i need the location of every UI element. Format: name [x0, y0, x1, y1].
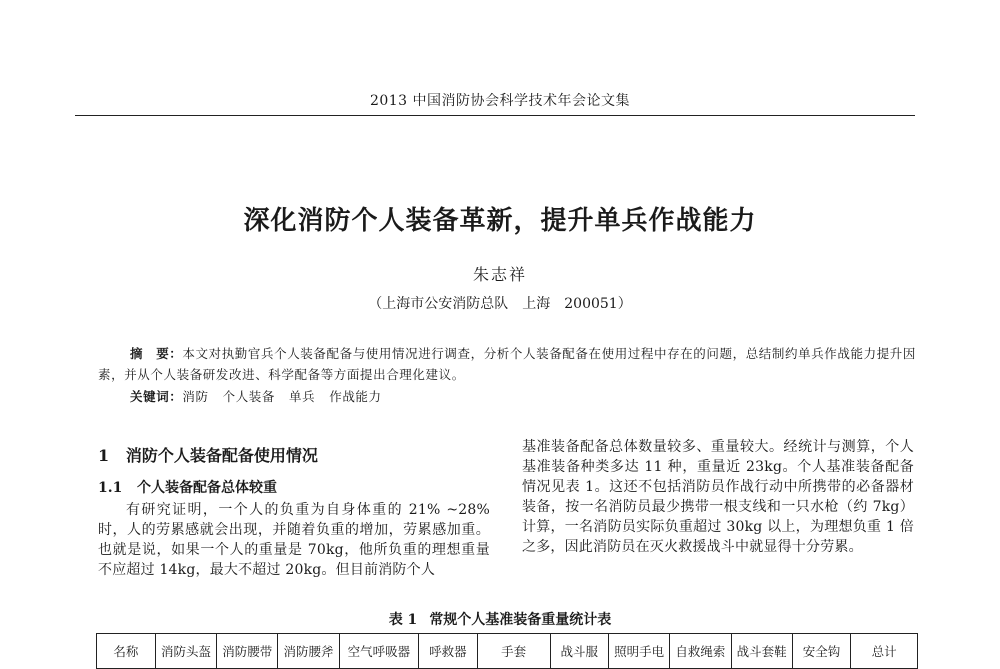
table-header-cell: 安全钩: [792, 634, 850, 669]
subsection-title: 个人装备配备总体较重: [136, 480, 277, 496]
abstract-label: 摘 要：: [130, 346, 183, 361]
table-header-cell: 总计: [851, 634, 918, 669]
subsection-number: 1.1: [98, 480, 123, 496]
table-number: 表 1: [388, 612, 418, 628]
paper-title: 深化消防个人装备革新，提升单兵作战能力: [243, 206, 757, 236]
keyword: 作战能力: [329, 389, 382, 404]
section-title: 消防个人装备配备使用情况: [125, 446, 318, 465]
body-paragraph-right: 基准装备配备总体数量较多、重量较大。经统计与测算，个人基准装备种类多达 11 种，重量近 23kg。个人基准装备配备情况见表 1。这还不包括消防员作战行动中所携带的必备器材装备，按一名消防员最少携带一根支线和一只水枪（约 7kg）计算，一名消防员实际负重超过 30kg 以上，为理想负重 1 倍之多，因此消防员在灭火救援战斗中就显得十分劳累。: [522, 439, 914, 555]
header-rule: [75, 115, 915, 116]
table-header-cell: 战斗套鞋: [731, 634, 792, 669]
table-header-cell: 自救绳索: [670, 634, 731, 669]
table-header-row: [97, 634, 918, 669]
body-paragraph-left: 有研究证明，一个人的负重为自身体重的 21% ~28% 时，人的劳累感就会出现，并随着负重的增加，劳累感加重。也就是说，如果一个人的重量是 70kg，他所负重的理想重量不应超过 14kg，最大不超过 20kg。但目前消防个人: [98, 502, 490, 578]
keyword: 个人装备: [222, 389, 276, 404]
running-header: 2013 中国消防协会科学技术年会论文集: [369, 93, 631, 109]
table-header-cell: 呼救器: [419, 634, 477, 669]
keywords-label: 关键词：: [130, 389, 183, 404]
keyword: 消防: [182, 389, 209, 404]
keywords: [130, 387, 916, 405]
table-header-cell: 照明手电: [609, 634, 670, 669]
table-header-cell: 名称: [97, 634, 156, 669]
section-heading: [98, 443, 478, 466]
keyword: 单兵: [289, 389, 316, 404]
abstract-text: 本文对执勤官兵个人装备配备与使用情况进行调查，分析个人装备配备在使用过程中存在的问题，总结制约单兵作战能力提升因素，并从个人装备研发改进、科学配备等方面提出合理化建议。: [98, 346, 917, 382]
table-header-cell: 消防头盔: [155, 634, 216, 669]
table-header-cell: 手套: [477, 634, 550, 669]
author-affiliation: （上海市公安消防总队 上海 200051）: [368, 296, 632, 312]
table-title: 常规个人基准装备重量统计表: [429, 612, 612, 628]
table-header-cell: 消防腰带: [217, 634, 278, 669]
table-header-cell: 消防腰斧: [278, 634, 339, 669]
section-number: 1: [98, 446, 110, 465]
abstract: [98, 343, 916, 385]
table-header-cell: 战斗服: [550, 634, 608, 669]
subsection-heading: [98, 477, 478, 497]
table-header-cell: 空气呼吸器: [339, 634, 419, 669]
table-caption: [0, 609, 1000, 629]
author-name: 朱志祥: [472, 265, 527, 284]
